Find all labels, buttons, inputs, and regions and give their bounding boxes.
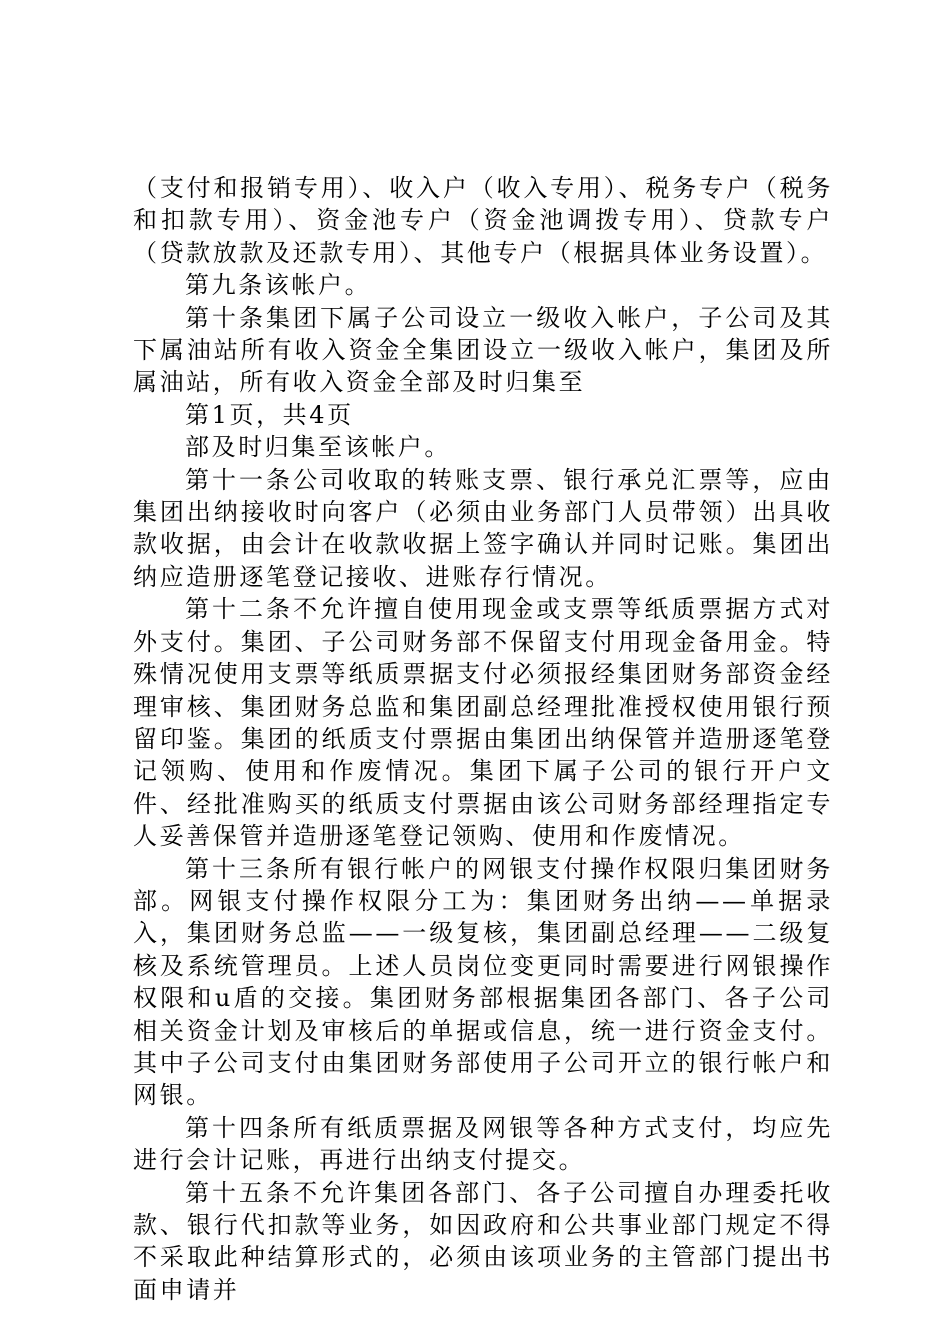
document-page bbox=[133, 172, 833, 1306]
paragraph-article-11: 第十一条公司收取的转账支票、银行承兑汇票等，应由集团出纳接收时向客户（必须由业务部门人员带领）出具收款收据，由会计在收款收据上签字确认并同时记账。集团出纳应造册逐笔登记接收、进账存行情况。 bbox=[133, 465, 833, 591]
paragraph-article-9: 第九条该帐户。 bbox=[185, 271, 372, 300]
paragraph-article-14: 第十四条所有纸质票据及网银等各种方式支付，均应先进行会计记账，再进行出纳支付提交。 bbox=[133, 1113, 833, 1175]
paragraph-article-10: 第十条集团下属子公司设立一级收入帐户，子公司及其下属油站所有收入资金全集团设立一级收入帐户，集团及所属油站，所有收入资金全部及时归集至 bbox=[133, 303, 833, 397]
page-number: 第1页，共4页 bbox=[185, 400, 354, 429]
paragraph-article-10-continued: 部及时归集至该帐户。 bbox=[185, 433, 451, 462]
paragraph-account-types: （支付和报销专用）、收入户（收入专用）、税务专户（税务和扣款专用）、资金池专户（资金池调拨专用）、贷款专户（贷款放款及还款专用）、其他专户（根据具体业务设置）。 bbox=[133, 174, 833, 267]
paragraph-article-15: 第十五条不允许集团各部门、各子公司擅自办理委托收款、银行代扣款等业务，如因政府和公共事业部门规定不得不采取此种结算形式的，必须由该项业务的主管部门提出书面申请并 bbox=[133, 1178, 833, 1304]
paragraph-article-12: 第十二条不允许擅自使用现金或支票等纸质票据方式对外支付。集团、子公司财务部不保留支付用现金备用金。特殊情况使用支票等纸质票据支付必须报经集团财务部资金经理审核、集团财务总监和集团副总经理批准授权使用银行预留印鉴。集团的纸质支付票据由集团出纳保管并造册逐笔登记领购、使用和作废情况。集团下属子公司的银行开户文件、经批准购买的纸质支付票据由该公司财务部经理指定专人妥善保管并造册逐笔登记领购、使用和作废情况。 bbox=[133, 595, 833, 851]
paragraph-article-13: 第十三条所有银行帐户的网银支付操作权限归集团财务部。网银支付操作权限分工为：集团财务出纳——单据录入，集团财务总监——一级复核，集团副总经理——二级复核及系统管理员。上述人员岗位变更同时需要进行网银操作权限和u盾的交接。集团财务部根据集团各部门、各子公司相关资金计划及审核后的单据或信息，统一进行资金支付。其中子公司支付由集团财务部使用子公司开立的银行帐户和网银。 bbox=[133, 854, 833, 1110]
